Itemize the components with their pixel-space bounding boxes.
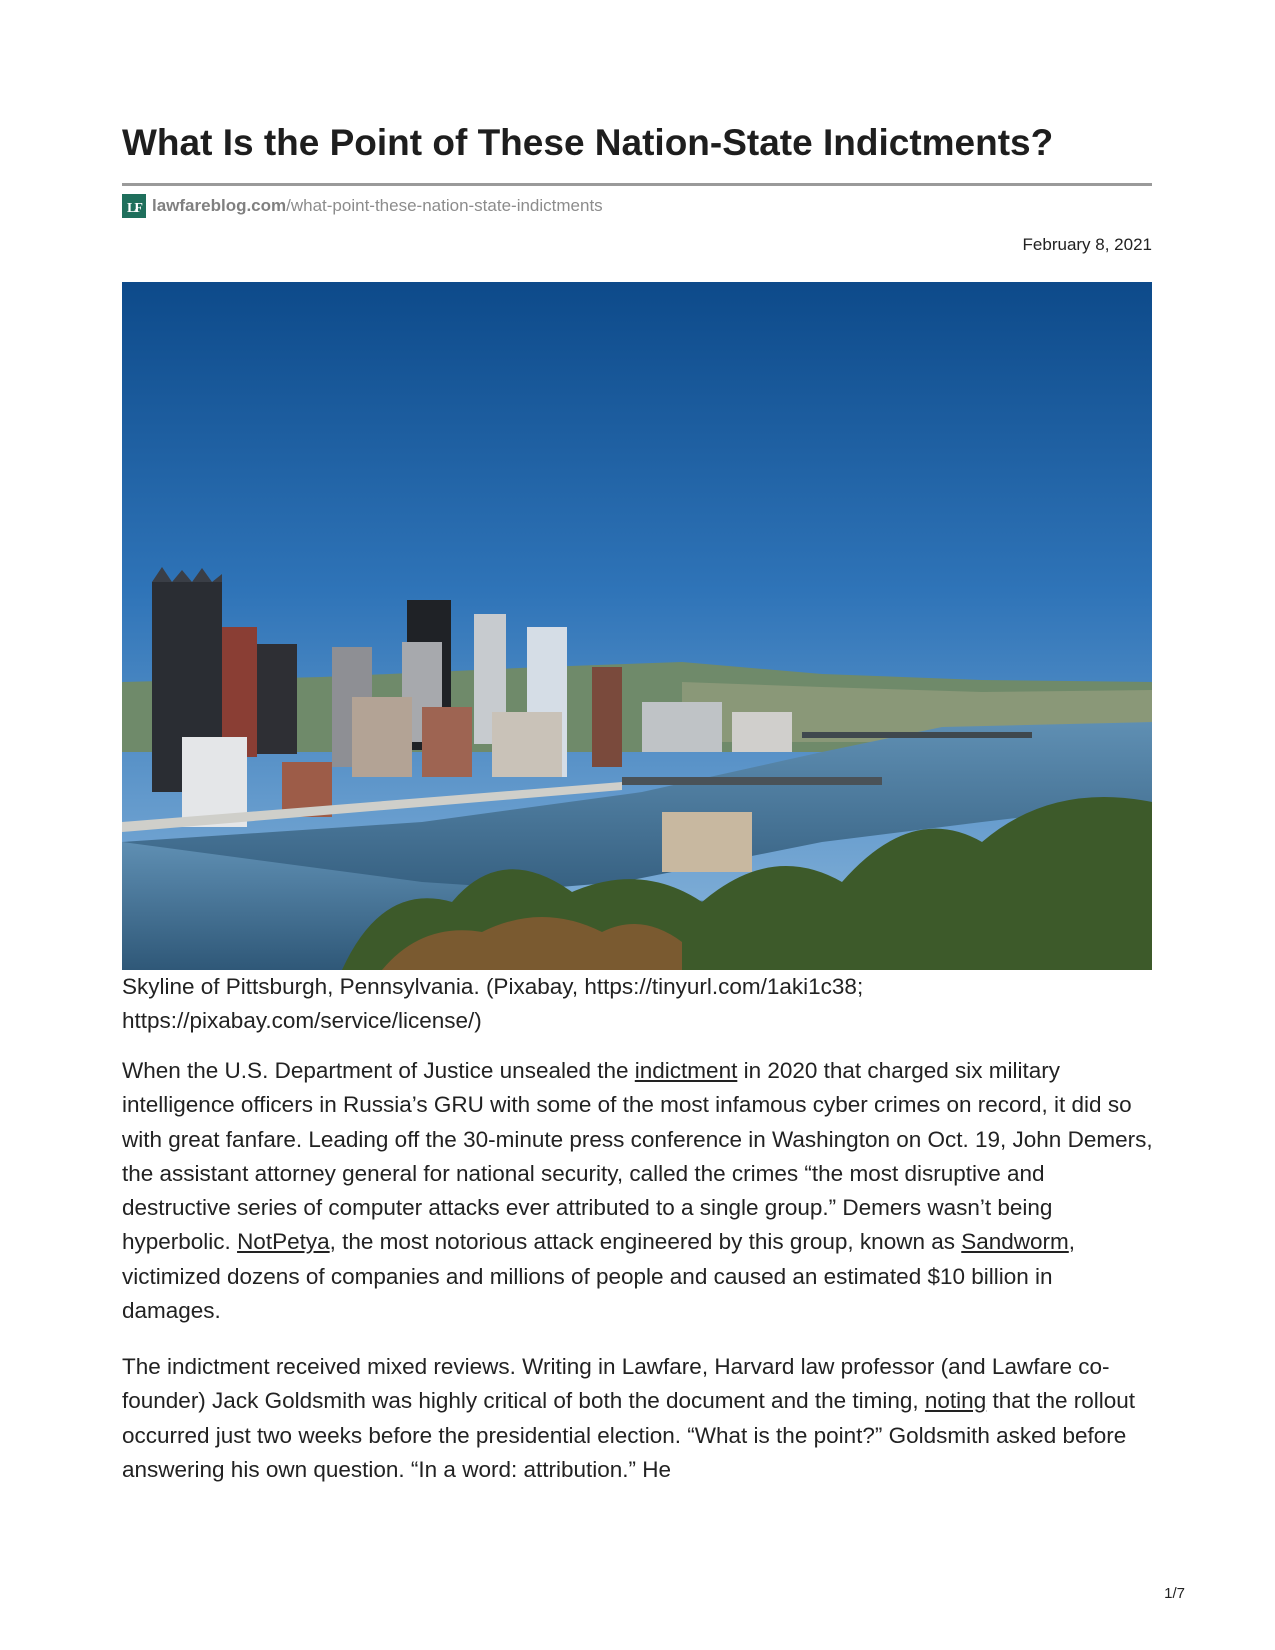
p2-text-2: that the rollout occurred just two weeks before the presidential election. “What is the point?” Goldsmith asked before answering his own question. “In a word: attribution.” He [122, 1388, 1136, 1482]
source-link[interactable] [152, 196, 603, 216]
body-paragraph-2 [122, 1350, 1157, 1487]
indictment-link[interactable]: indictment [634, 1058, 738, 1083]
article-date: February 8, 2021 [1022, 235, 1152, 254]
noting-link[interactable]: noting [924, 1388, 987, 1414]
source-line [122, 194, 603, 218]
title-divider [122, 183, 1152, 186]
caption-line-1: Skyline of Pittsburgh, Pennsylvania. (Pixabay, https://tinyurl.com/1aki1c38; [122, 974, 864, 999]
p1-text-4: , victimized dozens of companies and millions of people and caused an estimated $10 billion in damages. [122, 1229, 1076, 1324]
p1-text-2: in 2020 that charged six military intelligence officers in Russia’s GRU with some of the most infamous cyber crimes on record, it did so with great fanfare. Leading off the 30-minute press conference in Washington on Oct. 19, John Demers, the assistant attorney general for national security, called the crimes “the most disruptive and destructive series of computer attacks ever attributed to a single group.” Demers wasn’t being hyperbolic. [122, 1058, 1153, 1255]
city-skyline-photo [122, 282, 1152, 970]
p1-text-1: When the U.S. Department of Justice unsealed the [122, 1058, 635, 1083]
sandworm-link[interactable]: Sandworm [961, 1229, 1069, 1255]
page-number: 1/7 [1164, 1585, 1185, 1602]
lawfare-logo-icon: LF [122, 194, 146, 218]
source-path: /what-point-these-nation-state-indictments [286, 196, 603, 215]
notpetya-link[interactable]: NotPetya [237, 1229, 330, 1255]
p2-text-1: The indictment received mixed reviews. Writing in Lawfare, Harvard law professor (and Lawfare co-founder) Jack Goldsmith was highly critical of both the document and the timing, [122, 1354, 1110, 1414]
source-host: lawfareblog.com [152, 196, 287, 215]
image-caption [122, 970, 1152, 1038]
caption-line-2: https://pixabay.com/service/license/) [122, 1008, 482, 1033]
body-paragraph-1 [122, 1054, 1157, 1328]
article-title: What Is the Point of These Nation-State Indictments? [122, 122, 1054, 163]
p1-text-3: , the most notorious attack engineered by this group, known as [329, 1229, 962, 1255]
